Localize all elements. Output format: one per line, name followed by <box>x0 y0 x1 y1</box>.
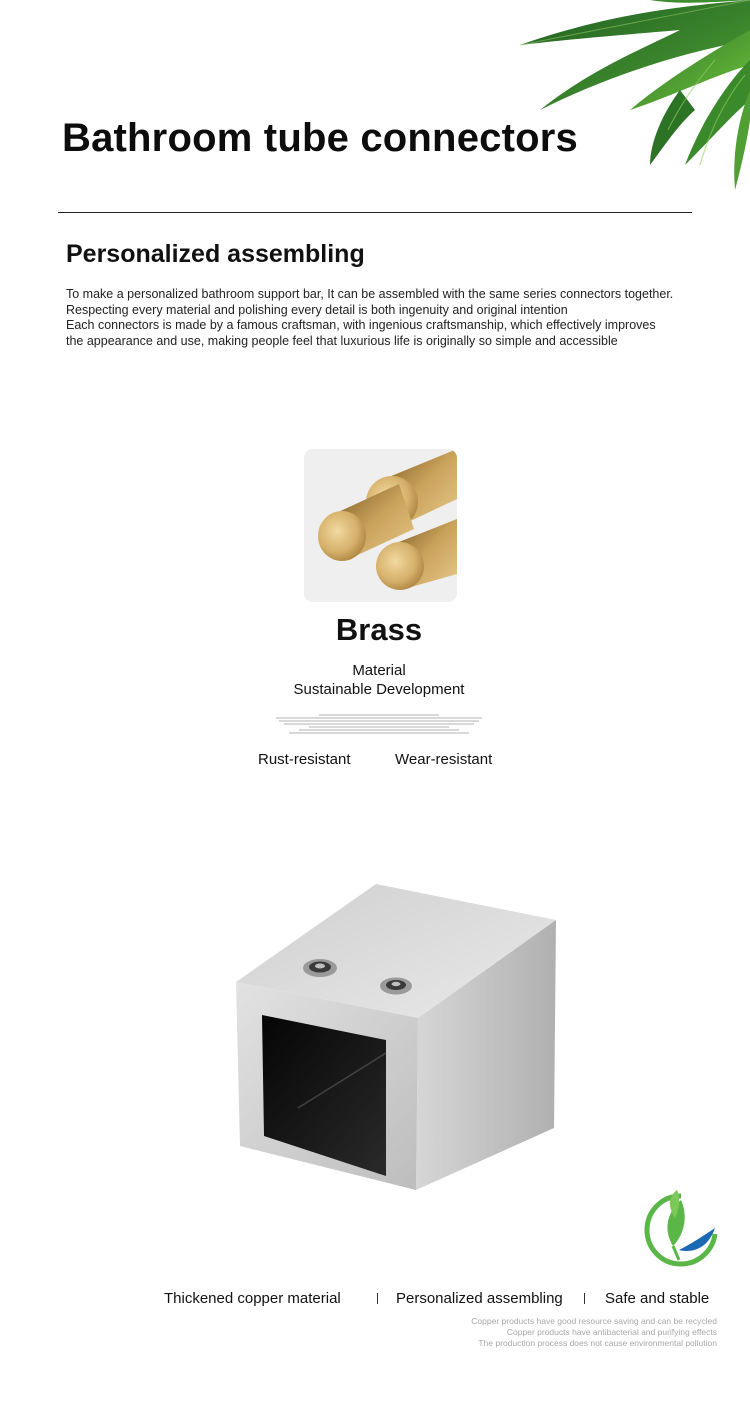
footnote-line: Copper products have antibacterial and purifying effects <box>506 1327 717 1337</box>
intro-line: the appearance and use, making people feel that luxurious life is originally so simple and accessible <box>66 333 618 348</box>
leaf-icon <box>500 0 750 195</box>
intro-description <box>66 287 726 349</box>
eco-leaf-icon <box>643 1188 719 1268</box>
feature-rust-resistant: Rust-resistant <box>258 751 351 768</box>
square-connector-icon <box>228 878 568 1190</box>
page-title: Bathroom tube connectors <box>62 116 578 160</box>
feature-wear-resistant: Wear-resistant <box>395 751 493 768</box>
eco-logo <box>643 1188 719 1268</box>
intro-line: Each connectors is made by a famous craftsman, with ingenious craftsmanship, which effectively improves <box>66 318 656 332</box>
bottom-features <box>0 1290 750 1310</box>
intro-line: Respecting every material and polishing every detail is both ingenuity and original intention <box>66 302 568 317</box>
feature-thickened-copper: Thickened copper material <box>164 1290 341 1307</box>
feature-separator <box>584 1293 585 1304</box>
footnote-line: The production process does not cause environmental pollution <box>478 1338 717 1348</box>
title-divider <box>58 212 692 213</box>
feature-personalized-assembling: Personalized assembling <box>396 1290 563 1307</box>
feature-safe-stable: Safe and stable <box>605 1290 710 1307</box>
footnotes <box>471 1316 717 1349</box>
connector-product-image <box>228 878 568 1190</box>
brass-rods-icon <box>304 449 457 602</box>
brass-rods-image <box>304 449 457 602</box>
footnote-line: Copper products have good resource saving and can be recycled <box>471 1316 717 1326</box>
material-title: Brass <box>335 612 423 647</box>
palm-leaves-decoration <box>500 0 750 195</box>
material-subtitle-2: Sustainable Development <box>293 681 465 698</box>
faint-text-block <box>276 714 482 736</box>
section-subtitle: Personalized assembling <box>66 240 365 268</box>
intro-line: To make a personalized bathroom support bar, It can be assembled with the same series connectors together. <box>66 287 674 301</box>
material-subtitle-1: Material <box>352 662 406 679</box>
feature-separator <box>377 1293 378 1304</box>
